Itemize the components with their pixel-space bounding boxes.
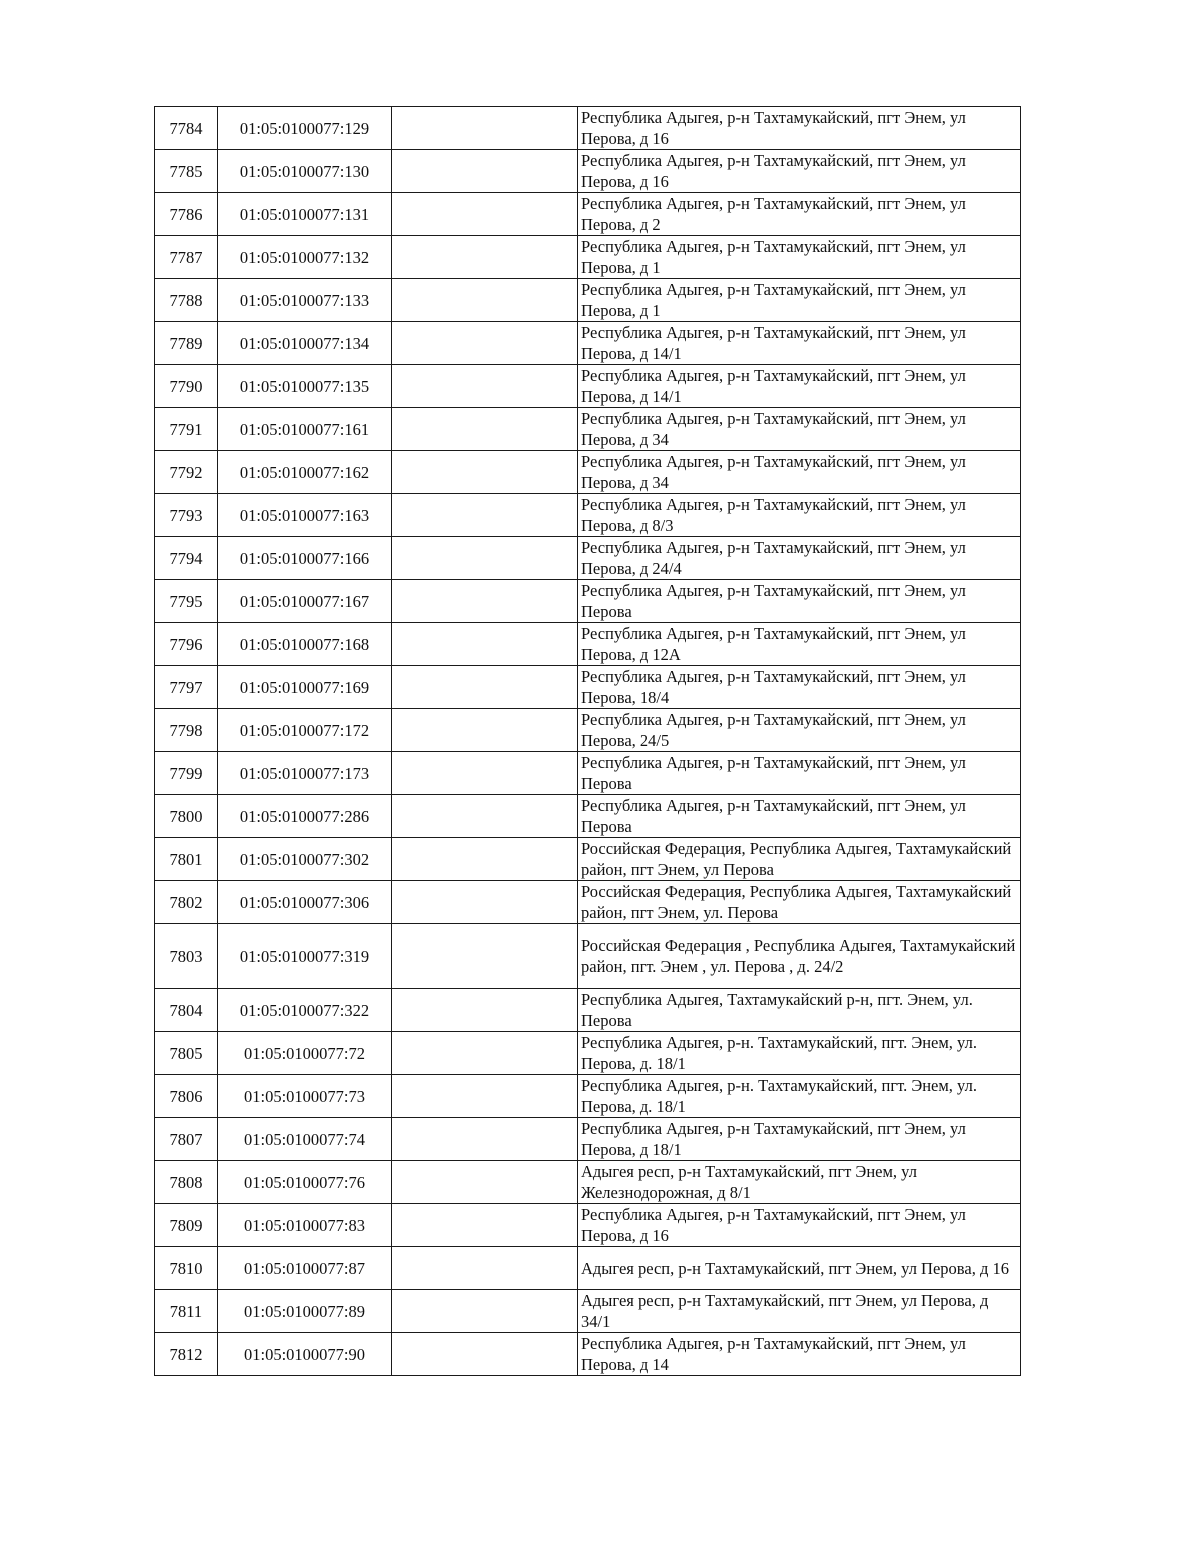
empty-cell (392, 580, 578, 623)
empty-cell (392, 881, 578, 924)
cadastral-number-cell: 01:05:0100077:166 (218, 537, 392, 580)
empty-cell (392, 838, 578, 881)
address-cell: Республика Адыгея, р-н Тахтамукайский, пгт Энем, ул Перова, д 1 (578, 236, 1021, 279)
table-row (155, 881, 1021, 924)
table-row (155, 408, 1021, 451)
empty-cell (392, 150, 578, 193)
address-cell: Республика Адыгея, р-н Тахтамукайский, пгт Энем, ул Перова, д 12А (578, 623, 1021, 666)
row-number-cell: 7792 (155, 451, 218, 494)
address-cell: Республика Адыгея, р-н Тахтамукайский, пгт Энем, ул Перова (578, 580, 1021, 623)
table-row (155, 193, 1021, 236)
address-cell: Республика Адыгея, р-н Тахтамукайский, пгт Энем, ул Перова, 24/5 (578, 709, 1021, 752)
row-number-cell: 7789 (155, 322, 218, 365)
empty-cell (392, 236, 578, 279)
table-row (155, 279, 1021, 322)
empty-cell (392, 494, 578, 537)
cadastral-number-cell: 01:05:0100077:72 (218, 1032, 392, 1075)
address-cell: Республика Адыгея, р-н Тахтамукайский, пгт Энем, ул Перова (578, 795, 1021, 838)
cadastral-number-cell: 01:05:0100077:129 (218, 107, 392, 150)
address-cell: Российская Федерация, Республика Адыгея, Тахтамукайский район, пгт Энем, ул Перова (578, 838, 1021, 881)
cadastral-number-cell: 01:05:0100077:306 (218, 881, 392, 924)
address-cell: Республика Адыгея, р-н Тахтамукайский, пгт Энем, ул Перова, д 8/3 (578, 494, 1021, 537)
table-row (155, 1032, 1021, 1075)
address-cell: Республика Адыгея, р-н Тахтамукайский, пгт Энем, ул Перова, д 24/4 (578, 537, 1021, 580)
row-number-cell: 7787 (155, 236, 218, 279)
row-number-cell: 7799 (155, 752, 218, 795)
address-cell: Республика Адыгея, Тахтамукайский р-н, пгт. Энем, ул. Перова (578, 989, 1021, 1032)
cadastral-number-cell: 01:05:0100077:76 (218, 1161, 392, 1204)
cadastral-number-cell: 01:05:0100077:161 (218, 408, 392, 451)
table-body (155, 107, 1021, 1376)
address-cell: Адыгея респ, р-н Тахтамукайский, пгт Энем, ул Железнодорожная, д 8/1 (578, 1161, 1021, 1204)
address-cell: Республика Адыгея, р-н Тахтамукайский, пгт Энем, ул Перова, д 16 (578, 1204, 1021, 1247)
table-row (155, 666, 1021, 709)
table-row (155, 365, 1021, 408)
row-number-cell: 7809 (155, 1204, 218, 1247)
cadastral-number-cell: 01:05:0100077:169 (218, 666, 392, 709)
table-row (155, 236, 1021, 279)
address-cell: Республика Адыгея, р-н Тахтамукайский, пгт Энем, ул Перова, д 1 (578, 279, 1021, 322)
address-cell: Республика Адыгея, р-н Тахтамукайский, пгт Энем, ул Перова, д 16 (578, 150, 1021, 193)
row-number-cell: 7790 (155, 365, 218, 408)
row-number-cell: 7797 (155, 666, 218, 709)
cadastral-number-cell: 01:05:0100077:167 (218, 580, 392, 623)
table-row (155, 322, 1021, 365)
address-cell: Республика Адыгея, р-н Тахтамукайский, пгт Энем, ул Перова, д 2 (578, 193, 1021, 236)
cadastral-number-cell: 01:05:0100077:319 (218, 924, 392, 989)
address-cell: Республика Адыгея, р-н Тахтамукайский, пгт Энем, ул Перова, д 14 (578, 1333, 1021, 1376)
row-number-cell: 7811 (155, 1290, 218, 1333)
address-cell: Республика Адыгея, р-н Тахтамукайский, пгт Энем, ул Перова, д 16 (578, 107, 1021, 150)
empty-cell (392, 537, 578, 580)
table-row (155, 1118, 1021, 1161)
table-row (155, 1247, 1021, 1290)
table-row (155, 752, 1021, 795)
cadastral-number-cell: 01:05:0100077:168 (218, 623, 392, 666)
table-row (155, 451, 1021, 494)
row-number-cell: 7794 (155, 537, 218, 580)
address-cell: Республика Адыгея, р-н Тахтамукайский, пгт Энем, ул Перова, д 14/1 (578, 322, 1021, 365)
row-number-cell: 7795 (155, 580, 218, 623)
row-number-cell: 7785 (155, 150, 218, 193)
cadastral-number-cell: 01:05:0100077:131 (218, 193, 392, 236)
table-row (155, 1333, 1021, 1376)
empty-cell (392, 623, 578, 666)
cadastral-number-cell: 01:05:0100077:132 (218, 236, 392, 279)
empty-cell (392, 365, 578, 408)
row-number-cell: 7800 (155, 795, 218, 838)
table-row (155, 623, 1021, 666)
row-number-cell: 7796 (155, 623, 218, 666)
row-number-cell: 7808 (155, 1161, 218, 1204)
table-row (155, 494, 1021, 537)
row-number-cell: 7805 (155, 1032, 218, 1075)
row-number-cell: 7784 (155, 107, 218, 150)
empty-cell (392, 1075, 578, 1118)
empty-cell (392, 408, 578, 451)
empty-cell (392, 989, 578, 1032)
cadastral-number-cell: 01:05:0100077:83 (218, 1204, 392, 1247)
empty-cell (392, 1161, 578, 1204)
empty-cell (392, 1247, 578, 1290)
row-number-cell: 7806 (155, 1075, 218, 1118)
row-number-cell: 7807 (155, 1118, 218, 1161)
row-number-cell: 7803 (155, 924, 218, 989)
cadastral-number-cell: 01:05:0100077:286 (218, 795, 392, 838)
address-cell: Республика Адыгея, р-н Тахтамукайский, пгт Энем, ул Перова, д 34 (578, 408, 1021, 451)
cadastral-number-cell: 01:05:0100077:173 (218, 752, 392, 795)
table-row (155, 1161, 1021, 1204)
empty-cell (392, 1333, 578, 1376)
cadastral-number-cell: 01:05:0100077:89 (218, 1290, 392, 1333)
cadastral-number-cell: 01:05:0100077:322 (218, 989, 392, 1032)
table-row (155, 924, 1021, 989)
empty-cell (392, 107, 578, 150)
table-row (155, 795, 1021, 838)
table-row (155, 107, 1021, 150)
address-cell: Российская Федерация, Республика Адыгея, Тахтамукайский район, пгт Энем, ул. Перова (578, 881, 1021, 924)
table-row (155, 580, 1021, 623)
table-row (155, 989, 1021, 1032)
empty-cell (392, 924, 578, 989)
address-cell: Республика Адыгея, р-н. Тахтамукайский, пгт. Энем, ул. Перова, д. 18/1 (578, 1032, 1021, 1075)
table-row (155, 1290, 1021, 1333)
cadastral-number-cell: 01:05:0100077:133 (218, 279, 392, 322)
cadastral-number-cell: 01:05:0100077:90 (218, 1333, 392, 1376)
row-number-cell: 7786 (155, 193, 218, 236)
table-row (155, 838, 1021, 881)
empty-cell (392, 193, 578, 236)
cadastral-number-cell: 01:05:0100077:134 (218, 322, 392, 365)
empty-cell (392, 795, 578, 838)
empty-cell (392, 752, 578, 795)
cadastral-number-cell: 01:05:0100077:172 (218, 709, 392, 752)
address-cell: Республика Адыгея, р-н. Тахтамукайский, пгт. Энем, ул. Перова, д. 18/1 (578, 1075, 1021, 1118)
cadastral-number-cell: 01:05:0100077:74 (218, 1118, 392, 1161)
row-number-cell: 7793 (155, 494, 218, 537)
address-cell: Республика Адыгея, р-н Тахтамукайский, пгт Энем, ул Перова, д 14/1 (578, 365, 1021, 408)
cadastral-number-cell: 01:05:0100077:135 (218, 365, 392, 408)
row-number-cell: 7798 (155, 709, 218, 752)
table-row (155, 1204, 1021, 1247)
cadastral-number-cell: 01:05:0100077:163 (218, 494, 392, 537)
empty-cell (392, 322, 578, 365)
address-cell: Адыгея респ, р-н Тахтамукайский, пгт Энем, ул Перова, д 16 (578, 1247, 1021, 1290)
address-cell: Республика Адыгея, р-н Тахтамукайский, пгт Энем, ул Перова, д 18/1 (578, 1118, 1021, 1161)
address-cell: Адыгея респ, р-н Тахтамукайский, пгт Энем, ул Перова, д 34/1 (578, 1290, 1021, 1333)
cadastral-number-cell: 01:05:0100077:162 (218, 451, 392, 494)
empty-cell (392, 1204, 578, 1247)
address-cell: Республика Адыгея, р-н Тахтамукайский, пгт Энем, ул Перова, д 34 (578, 451, 1021, 494)
address-cell: Республика Адыгея, р-н Тахтамукайский, пгт Энем, ул Перова, 18/4 (578, 666, 1021, 709)
empty-cell (392, 709, 578, 752)
empty-cell (392, 666, 578, 709)
empty-cell (392, 1032, 578, 1075)
row-number-cell: 7801 (155, 838, 218, 881)
row-number-cell: 7791 (155, 408, 218, 451)
row-number-cell: 7788 (155, 279, 218, 322)
empty-cell (392, 1118, 578, 1161)
cadastral-number-cell: 01:05:0100077:130 (218, 150, 392, 193)
cadastral-table (154, 106, 1021, 1376)
row-number-cell: 7810 (155, 1247, 218, 1290)
empty-cell (392, 279, 578, 322)
empty-cell (392, 451, 578, 494)
table-row (155, 150, 1021, 193)
table-row (155, 1075, 1021, 1118)
table-row (155, 709, 1021, 752)
row-number-cell: 7802 (155, 881, 218, 924)
cadastral-number-cell: 01:05:0100077:302 (218, 838, 392, 881)
table-row (155, 537, 1021, 580)
cadastral-number-cell: 01:05:0100077:87 (218, 1247, 392, 1290)
row-number-cell: 7804 (155, 989, 218, 1032)
address-cell: Республика Адыгея, р-н Тахтамукайский, пгт Энем, ул Перова (578, 752, 1021, 795)
address-cell: Российская Федерация , Республика Адыгея, Тахтамукайский район, пгт. Энем , ул. Перова , д. 24/2 (578, 924, 1021, 989)
row-number-cell: 7812 (155, 1333, 218, 1376)
empty-cell (392, 1290, 578, 1333)
cadastral-number-cell: 01:05:0100077:73 (218, 1075, 392, 1118)
